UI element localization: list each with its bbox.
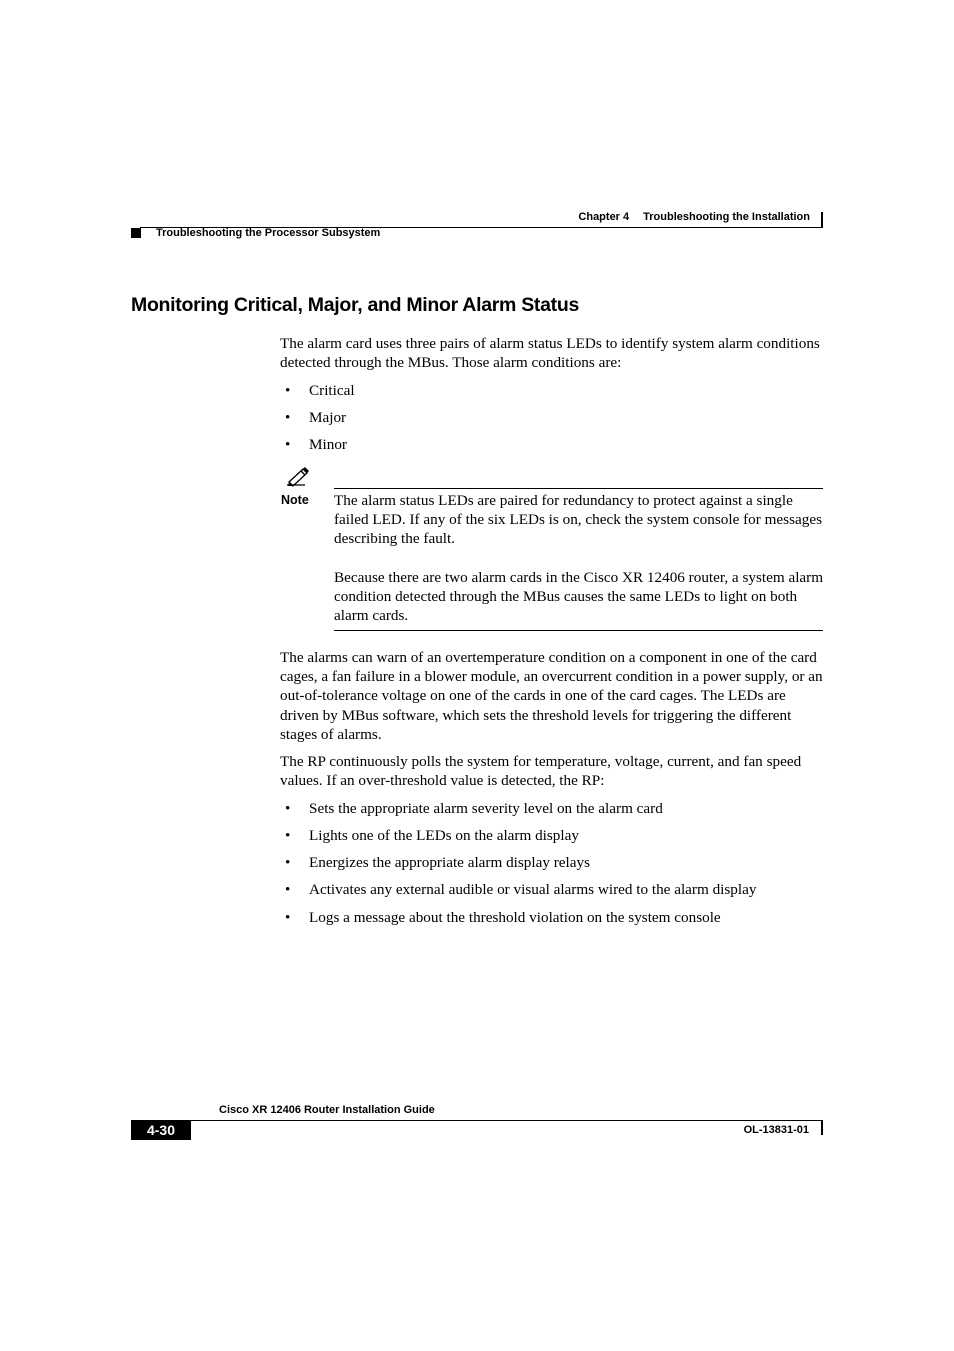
header-tick: [821, 212, 823, 228]
list-item: • Major: [285, 409, 347, 426]
footer-tick: [821, 1121, 823, 1135]
section-heading: Monitoring Critical, Major, and Minor Alarm Status: [131, 294, 579, 316]
list-item: • Critical: [285, 382, 355, 399]
list-item: • Lights one of the LEDs on the alarm display: [285, 827, 579, 844]
note-label: Note: [281, 493, 309, 507]
alarms-warning-paragraph: The alarms can warn of an overtemperature condition on a component in one of the card cages, a fan failure in a blower module, an overcurrent condition in a power supply, or an out-of-tolerance voltage on one of the cards in one of the card cages. The LEDs are driven by MBus software, which sets the threshold levels for triggering the different stages of alarms.: [280, 649, 823, 743]
running-header-chapter: [578, 211, 810, 223]
note-paragraph-2: Because there are two alarm cards in the Cisco XR 12406 router, a system alarm condition detected through the MBus causes the same LEDs to light on both alarm cards.: [334, 569, 824, 625]
page-number: 4-30: [131, 1120, 191, 1140]
alarm-conditions-list: [285, 381, 825, 454]
list-item: • Activates any external audible or visual alarms wired to the alarm display: [285, 881, 757, 898]
running-header-section: Troubleshooting the Processor Subsystem: [156, 227, 381, 239]
header-block-marker: [131, 228, 141, 238]
intro-paragraph: The alarm card uses three pairs of alarm status LEDs to identify system alarm conditions detected through the MBus. Those alarm conditions are:: [280, 335, 820, 372]
list-item: • Logs a message about the threshold violation on the system console: [285, 909, 721, 926]
chapter-title: Troubleshooting the Installation: [643, 211, 810, 223]
footer-rule: [191, 1120, 823, 1121]
list-item: • Energizes the appropriate alarm display relays: [285, 854, 590, 871]
document-number: OL-13831-01: [743, 1124, 809, 1136]
list-item: • Minor: [285, 436, 347, 453]
chapter-number: Chapter 4: [578, 211, 630, 223]
rp-actions-list: [285, 799, 825, 927]
note-top-rule: [334, 488, 823, 489]
pencil-note-icon: [284, 465, 310, 487]
note-paragraph-1: The alarm status LEDs are paired for redundancy to protect against a single failed LED. If any of the six LEDs is on, check the system console for messages describing the fault.: [334, 492, 822, 548]
list-item: • Sets the appropriate alarm severity level on the alarm card: [285, 800, 663, 817]
note-bottom-rule: [334, 630, 823, 631]
footer-guide-title: Cisco XR 12406 Router Installation Guide: [219, 1104, 435, 1116]
rp-polling-paragraph: The RP continuously polls the system for temperature, voltage, current, and fan speed values. If an over-threshold value is detected, the RP:: [280, 753, 802, 790]
